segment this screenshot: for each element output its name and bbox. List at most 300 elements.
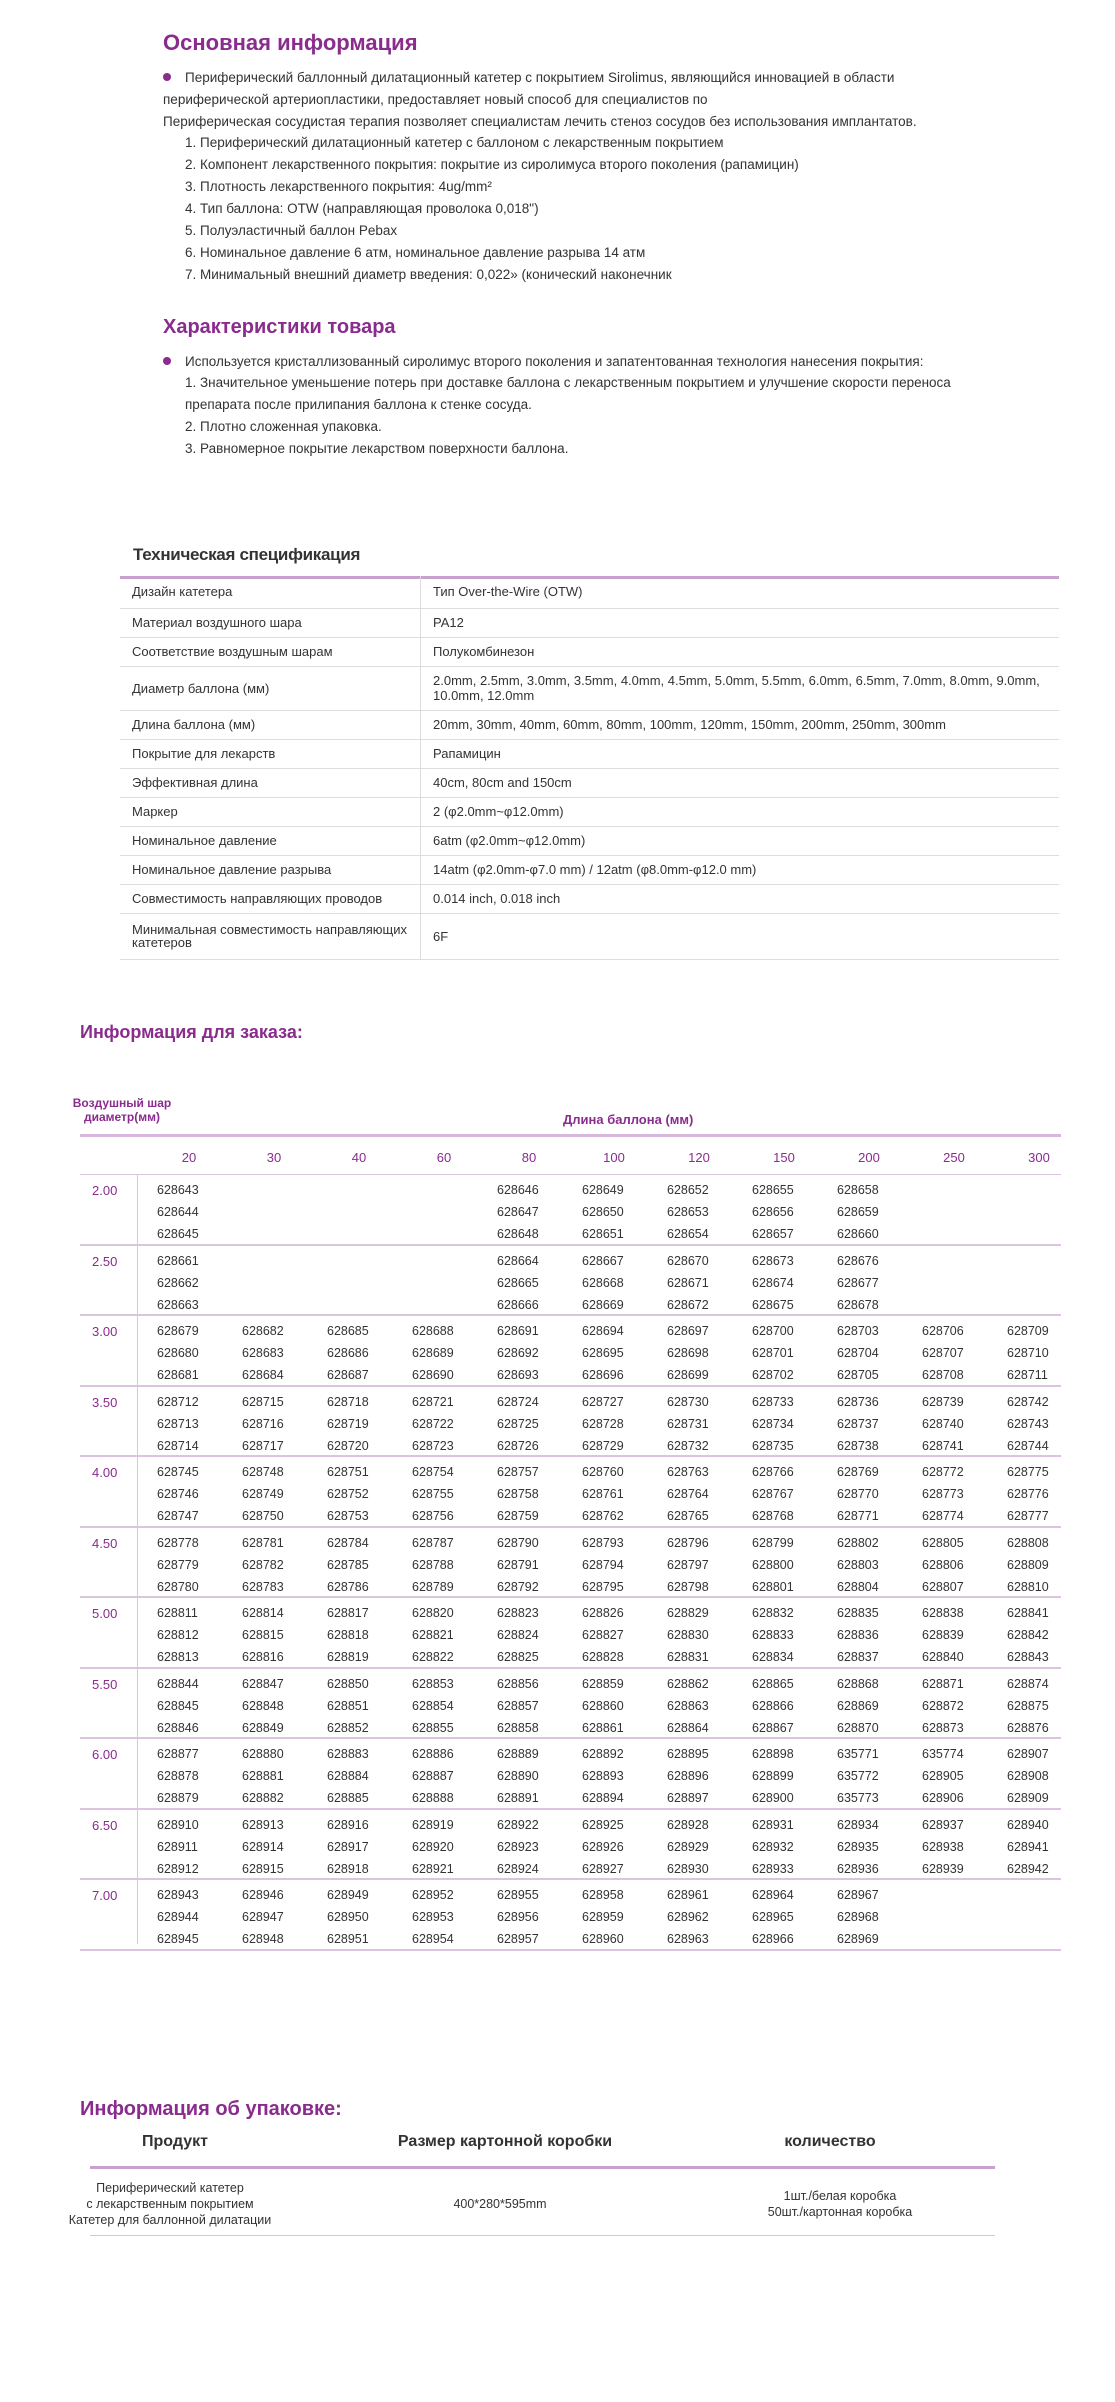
spec-table <box>120 576 1059 960</box>
order-code-cell: 628851 <box>327 1698 369 1713</box>
order-code-cell: 628757 <box>497 1465 539 1479</box>
order-code-cell: 628858 <box>497 1720 539 1735</box>
order-code-cell: 628671 <box>667 1275 709 1290</box>
spec-value: Рапамицин <box>421 739 1060 768</box>
order-code-cell: 628865 <box>752 1676 794 1691</box>
order-code-cell: 628863 <box>667 1698 709 1713</box>
spec-key: Совместимость направляющих проводов <box>120 884 421 913</box>
order-code-cell: 628718 <box>327 1394 369 1409</box>
order-code-cell: 628813 <box>157 1650 199 1664</box>
spec-row <box>120 739 1059 768</box>
diameter-group <box>80 1598 1061 1669</box>
length-header-250: 250 <box>943 1150 965 1165</box>
order-code-cell: 628915 <box>242 1861 284 1876</box>
order-code-cell: 628674 <box>752 1275 794 1290</box>
order-code-cell: 628771 <box>837 1509 879 1523</box>
intro-line-2: периферической артериопластики, предоставляет новый способ для специалистов по <box>163 92 708 107</box>
spec-value: PA12 <box>421 608 1060 637</box>
pack-product-line: Периферический катетер <box>96 2181 244 2195</box>
order-code-cell: 635772 <box>837 1769 879 1783</box>
order-code-cell: 628868 <box>837 1676 879 1691</box>
order-code-cell: 628698 <box>667 1346 709 1360</box>
order-code-cell: 628675 <box>752 1297 794 1312</box>
order-code-cell: 628777 <box>1007 1509 1049 1523</box>
order-code-cell: 628896 <box>667 1769 709 1783</box>
pack-head-qty: количество <box>784 2133 876 2150</box>
order-code-cell: 628882 <box>242 1791 284 1805</box>
order-code-cell: 628752 <box>327 1487 369 1501</box>
order-code-cell: 628872 <box>922 1698 964 1713</box>
order-code-cell: 628898 <box>752 1747 794 1761</box>
intro-line-1 <box>163 67 894 89</box>
length-header-120: 120 <box>688 1150 710 1165</box>
order-code-cell: 628766 <box>752 1465 794 1479</box>
order-code-cell: 628877 <box>157 1747 199 1761</box>
order-code-cell: 628667 <box>582 1253 624 1268</box>
order-code-cell: 628860 <box>582 1698 624 1713</box>
order-code-cell: 628672 <box>667 1297 709 1312</box>
order-code-cell: 628781 <box>242 1535 284 1550</box>
order-code-cell: 628928 <box>667 1817 709 1832</box>
order-code-cell: 628856 <box>497 1676 539 1691</box>
order-code-cell: 628854 <box>412 1698 454 1713</box>
order-code-cell: 628666 <box>497 1297 539 1312</box>
order-code-cell: 628670 <box>667 1253 709 1268</box>
intro-text-1: Периферический баллонный дилатационный катетер с покрытием Sirolimus, являющийся инновацией в области <box>185 70 895 85</box>
characteristic-item: 1. Значительное уменьшение потерь при доставке баллона с лекарственным покрытием и улучшение скорости переноса <box>185 375 951 390</box>
spec-value: 6atm (φ2.0mm~φ12.0mm) <box>421 826 1060 855</box>
order-code-cell: 628817 <box>327 1606 369 1620</box>
order-code-cell: 628935 <box>837 1839 879 1854</box>
order-code-cell: 628676 <box>837 1253 879 1268</box>
bullet-icon <box>163 357 171 365</box>
order-code-cell: 628769 <box>837 1465 879 1479</box>
order-code-cell: 628947 <box>242 1910 284 1924</box>
order-code-cell: 628653 <box>667 1205 709 1219</box>
order-code-cell: 628833 <box>752 1628 794 1642</box>
order-code-cell: 628795 <box>582 1579 624 1594</box>
order-code-cell: 628943 <box>157 1888 199 1902</box>
order-code-cell: 628680 <box>157 1346 199 1360</box>
order-code-cell: 628765 <box>667 1509 709 1523</box>
order-code-cell: 628852 <box>327 1720 369 1735</box>
pack-qty-cell <box>730 2188 950 2220</box>
order-code-cell: 628663 <box>157 1297 199 1312</box>
order-code-cell: 628963 <box>667 1932 709 1946</box>
order-code-cell: 628835 <box>837 1606 879 1620</box>
spec-key: Материал воздушного шара <box>120 608 421 637</box>
order-code-cell: 628705 <box>837 1368 879 1382</box>
order-code-cell: 628900 <box>752 1791 794 1805</box>
order-code-cell: 628706 <box>922 1324 964 1338</box>
order-code-cell: 628818 <box>327 1628 369 1642</box>
group-divider <box>80 1949 1061 1951</box>
order-code-cell: 628899 <box>752 1769 794 1783</box>
order-code-cell: 628707 <box>922 1346 964 1360</box>
pack-head-size: Размер картонной коробки <box>397 2133 613 2150</box>
order-code-cell: 628711 <box>1007 1368 1048 1382</box>
order-code-cell: 628690 <box>412 1368 454 1382</box>
length-header-300: 300 <box>1028 1150 1050 1165</box>
order-code-cell: 628926 <box>582 1839 624 1854</box>
order-code-cell: 628774 <box>922 1509 964 1523</box>
spec-key: Дизайн катетера <box>120 576 421 608</box>
order-code-cell: 628737 <box>837 1416 879 1431</box>
order-code-cell: 628726 <box>497 1438 539 1453</box>
order-code-cell: 628814 <box>242 1606 284 1620</box>
order-code-cell: 628753 <box>327 1509 369 1523</box>
intro-line-3: Периферическая сосудистая терапия позволяет специалистам лечить стеноз сосудов без использования имплантатов. <box>163 114 917 129</box>
order-code-cell: 628782 <box>242 1557 284 1572</box>
order-code-cell: 628785 <box>327 1557 369 1572</box>
diameter-label: 5.50 <box>92 1676 118 1692</box>
order-code-cell: 628876 <box>1007 1720 1049 1735</box>
order-code-cell: 628722 <box>412 1416 454 1431</box>
order-code-cell: 628767 <box>752 1487 794 1501</box>
order-code-cell: 628694 <box>582 1324 624 1338</box>
order-code-cell: 628794 <box>582 1557 624 1572</box>
order-code-cell: 628849 <box>242 1720 284 1735</box>
order-code-cell: 628922 <box>497 1817 539 1832</box>
length-header-100: 100 <box>603 1150 625 1165</box>
order-code-cell: 628786 <box>327 1579 369 1594</box>
length-header-40: 40 <box>351 1150 367 1165</box>
characteristic-item: 3. Равномерное покрытие лекарством поверхности баллона. <box>185 441 569 456</box>
order-code-cell: 628940 <box>1007 1817 1049 1832</box>
order-code-cell: 628685 <box>327 1324 369 1338</box>
order-code-cell: 628665 <box>497 1275 539 1290</box>
order-code-cell: 628686 <box>327 1346 369 1360</box>
order-code-cell: 628740 <box>922 1416 964 1431</box>
order-code-cell: 635774 <box>922 1747 964 1761</box>
order-code-cell: 628673 <box>752 1253 794 1268</box>
spec-key: Номинальное давление разрыва <box>120 855 421 884</box>
order-code-cell: 628648 <box>497 1227 539 1241</box>
order-code-cell: 628916 <box>327 1817 369 1832</box>
order-code-cell: 628845 <box>157 1698 199 1713</box>
spec-key: Маркер <box>120 797 421 826</box>
pack-head-product: Продукт <box>142 2133 208 2150</box>
order-code-cell: 628958 <box>582 1888 624 1902</box>
spec-value: 6F <box>421 913 1060 959</box>
order-code-cell: 628919 <box>412 1817 454 1832</box>
order-code-cell: 628695 <box>582 1346 624 1360</box>
order-code-cell: 628801 <box>752 1579 794 1594</box>
order-code-cell: 628768 <box>752 1509 794 1523</box>
spec-row <box>120 637 1059 666</box>
order-code-cell: 628952 <box>412 1888 454 1902</box>
order-code-cell: 628949 <box>327 1888 369 1902</box>
feature-item: 5. Полуэластичный баллон Pebax <box>185 223 398 238</box>
order-code-cell: 628873 <box>922 1720 964 1735</box>
order-code-cell: 628741 <box>922 1438 964 1453</box>
order-code-cell: 628783 <box>242 1579 284 1594</box>
order-code-cell: 628758 <box>497 1487 539 1501</box>
spec-value: 2 (φ2.0mm~φ12.0mm) <box>421 797 1060 826</box>
order-code-cell: 628677 <box>837 1275 879 1290</box>
spec-key: Покрытие для лекарств <box>120 739 421 768</box>
order-code-cell: 628847 <box>242 1676 284 1691</box>
order-code-cell: 628770 <box>837 1487 879 1501</box>
order-code-cell: 628967 <box>837 1888 879 1902</box>
order-code-cell: 628744 <box>1007 1438 1049 1453</box>
characteristics-lead <box>163 351 924 373</box>
order-code-cell: 628948 <box>242 1932 284 1946</box>
order-code-cell: 628651 <box>582 1227 624 1241</box>
order-code-cell: 628892 <box>582 1747 624 1761</box>
order-code-cell: 628853 <box>412 1676 454 1691</box>
order-code-cell: 628929 <box>667 1839 709 1854</box>
order-code-cell: 628912 <box>157 1861 199 1876</box>
length-header-80: 80 <box>521 1150 537 1165</box>
order-code-cell: 628841 <box>1007 1606 1049 1620</box>
order-code-cell: 628914 <box>242 1839 284 1854</box>
order-code-cell: 628823 <box>497 1606 539 1620</box>
pack-bottom-rule <box>90 2235 995 2236</box>
order-code-cell: 628830 <box>667 1628 709 1642</box>
order-code-cell: 628953 <box>412 1910 454 1924</box>
order-code-cell: 628834 <box>752 1650 794 1664</box>
length-header-200: 200 <box>858 1150 880 1165</box>
order-code-cell: 628924 <box>497 1861 539 1876</box>
order-code-cell: 628969 <box>837 1932 879 1946</box>
order-code-cell: 628807 <box>922 1579 964 1594</box>
feature-item: 1. Периферический дилатационный катетер с баллоном с лекарственным покрытием <box>185 135 724 150</box>
order-code-cell: 628808 <box>1007 1535 1049 1550</box>
order-code-cell: 628668 <box>582 1275 624 1290</box>
order-code-cell: 628692 <box>497 1346 539 1360</box>
order-code-cell: 628893 <box>582 1769 624 1783</box>
order-code-cell: 628679 <box>157 1324 199 1338</box>
order-code-cell: 628821 <box>412 1628 454 1642</box>
order-code-cell: 628709 <box>1007 1324 1049 1338</box>
feature-item: 7. Минимальный внешний диаметр введения: 0,022» (конический наконечник <box>185 267 672 282</box>
order-code-cell: 628857 <box>497 1698 539 1713</box>
feature-item: 4. Тип баллона: OTW (направляющая проволока 0,018") <box>185 201 539 216</box>
order-code-cell: 628772 <box>922 1465 964 1479</box>
order-code-cell: 628839 <box>922 1628 964 1642</box>
order-code-cell: 628775 <box>1007 1465 1049 1479</box>
order-code-cell: 628799 <box>752 1535 794 1550</box>
spec-row <box>120 826 1059 855</box>
pack-size-cell: 400*280*595mm <box>453 2197 547 2211</box>
length-header-150: 150 <box>773 1150 795 1165</box>
order-code-cell: 628723 <box>412 1438 454 1453</box>
order-code-cell: 628848 <box>242 1698 284 1713</box>
order-code-cell: 628645 <box>157 1227 199 1241</box>
feature-item: 3. Плотность лекарственного покрытия: 4ug/mm² <box>185 179 492 194</box>
order-code-cell: 628829 <box>667 1606 709 1620</box>
diameter-label: 3.00 <box>92 1324 118 1339</box>
order-code-cell: 628761 <box>582 1487 624 1501</box>
order-code-cell: 628887 <box>412 1769 454 1783</box>
order-code-cell: 628879 <box>157 1791 199 1805</box>
order-code-cell: 628788 <box>412 1557 454 1572</box>
order-code-cell: 628812 <box>157 1628 199 1642</box>
section-title-basic-info: Основная информация <box>163 30 418 55</box>
order-code-cell: 628918 <box>327 1861 369 1876</box>
order-code-cell: 628764 <box>667 1487 709 1501</box>
order-code-cell: 628714 <box>157 1438 199 1453</box>
order-code-cell: 628735 <box>752 1438 794 1453</box>
order-code-cell: 628749 <box>242 1487 284 1501</box>
order-code-cell: 628930 <box>667 1861 709 1876</box>
order-code-cell: 628956 <box>497 1910 539 1924</box>
order-code-cell: 628669 <box>582 1297 624 1312</box>
order-code-cell: 628657 <box>752 1227 794 1241</box>
spec-row <box>120 855 1059 884</box>
spec-row <box>120 608 1059 637</box>
order-code-cell: 628831 <box>667 1650 709 1664</box>
spec-row <box>120 913 1059 959</box>
order-code-cell: 628927 <box>582 1861 624 1876</box>
order-code-cell: 628747 <box>157 1509 199 1523</box>
order-code-cell: 628681 <box>157 1368 199 1382</box>
order-code-cell: 628883 <box>327 1747 369 1761</box>
order-code-cell: 628796 <box>667 1535 709 1550</box>
order-code-cell: 628871 <box>922 1676 964 1691</box>
order-code-cell: 628793 <box>582 1535 624 1550</box>
order-code-cell: 628884 <box>327 1769 369 1783</box>
order-code-cell: 628792 <box>497 1579 539 1594</box>
order-code-cell: 628941 <box>1007 1839 1049 1854</box>
spec-key: Диаметр баллона (мм) <box>120 666 421 710</box>
pack-qty-line: 1шт./белая коробка <box>783 2189 897 2203</box>
order-code-cell: 628897 <box>667 1791 709 1805</box>
length-header-20: 20 <box>181 1150 197 1165</box>
order-code-cell: 628733 <box>752 1394 794 1409</box>
pack-product-line: Катетер для баллонной дилатации <box>68 2213 272 2227</box>
order-code-cell: 628934 <box>837 1817 879 1832</box>
order-code-cell: 628932 <box>752 1839 794 1854</box>
order-code-cell: 628964 <box>752 1888 794 1902</box>
order-code-cell: 628938 <box>922 1839 964 1854</box>
order-code-cell: 628907 <box>1007 1747 1049 1761</box>
order-code-cell: 628826 <box>582 1606 624 1620</box>
diameter-label: 2.50 <box>92 1253 118 1269</box>
length-header-label: Длина баллона (мм) <box>563 1112 694 1127</box>
order-code-cell: 628644 <box>157 1205 199 1219</box>
order-code-cell: 628806 <box>922 1557 964 1572</box>
order-code-cell: 628850 <box>327 1676 369 1691</box>
order-code-cell: 628965 <box>752 1910 794 1924</box>
section-title-characteristics: Характеристики товара <box>163 316 396 338</box>
spec-row <box>120 666 1059 710</box>
order-code-cell: 628864 <box>667 1720 709 1735</box>
order-title: Информация для заказа: <box>80 1022 303 1042</box>
spec-value: 14atm (φ2.0mm-φ7.0 mm) / 12atm (φ8.0mm-φ12.0 mm) <box>421 855 1060 884</box>
order-code-cell: 628661 <box>157 1253 199 1268</box>
spec-value: 20mm, 30mm, 40mm, 60mm, 80mm, 100mm, 120mm, 150mm, 200mm, 250mm, 300mm <box>421 710 1060 739</box>
bullet-icon <box>163 73 171 81</box>
order-code-cell: 628748 <box>242 1465 284 1479</box>
order-code-cell: 628730 <box>667 1394 709 1409</box>
order-code-cell: 628959 <box>582 1910 624 1924</box>
packaging-title: Информация об упаковке: <box>80 2098 342 2120</box>
spec-key: Номинальное давление <box>120 826 421 855</box>
order-code-cell: 628842 <box>1007 1628 1049 1642</box>
order-code-cell: 628937 <box>922 1817 964 1832</box>
diameter-label: 6.00 <box>92 1747 118 1762</box>
order-code-cell: 628696 <box>582 1368 624 1382</box>
order-code-cell: 628805 <box>922 1535 964 1550</box>
order-code-cell: 628780 <box>157 1579 199 1594</box>
order-code-cell: 628719 <box>327 1416 369 1431</box>
order-code-cell: 628957 <box>497 1932 539 1946</box>
order-code-cell: 628832 <box>752 1606 794 1620</box>
order-code-cell: 628946 <box>242 1888 284 1902</box>
order-code-cell: 628798 <box>667 1579 709 1594</box>
order-code-cell: 628734 <box>752 1416 794 1431</box>
order-code-cell: 628755 <box>412 1487 454 1501</box>
order-code-cell: 628742 <box>1007 1394 1049 1409</box>
order-code-cell: 628656 <box>752 1205 794 1219</box>
feature-item: 6. Номинальное давление 6 атм, номинальное давление разрыва 14 атм <box>185 245 646 260</box>
order-code-cell: 628756 <box>412 1509 454 1523</box>
diameter-label: 3.50 <box>92 1394 118 1410</box>
order-code-cell: 628762 <box>582 1509 624 1523</box>
order-code-cell: 628732 <box>667 1438 709 1453</box>
pack-product-line: с лекарственным покрытием <box>86 2197 254 2211</box>
order-code-cell: 628655 <box>752 1183 794 1197</box>
feature-item: 2. Компонент лекарственного покрытия: покрытие из сиролимуса второго поколения (рапамицин) <box>185 157 799 172</box>
order-code-cell: 628895 <box>667 1747 709 1761</box>
order-code-cell: 628659 <box>837 1205 879 1219</box>
order-code-cell: 628886 <box>412 1747 454 1761</box>
order-code-cell: 635771 <box>837 1747 879 1761</box>
order-code-cell: 628869 <box>837 1698 879 1713</box>
pack-qty-line: 50шт./картонная коробка <box>767 2205 913 2219</box>
diameter-group <box>80 1175 1061 1246</box>
order-code-cell: 628942 <box>1007 1861 1049 1876</box>
order-code-cell: 628647 <box>497 1205 539 1219</box>
order-code-cell: 628654 <box>667 1227 709 1241</box>
order-code-cell: 628954 <box>412 1932 454 1946</box>
spec-value: Тип Over-the-Wire (OTW) <box>421 576 1060 608</box>
order-code-cell: 628717 <box>242 1438 284 1453</box>
order-code-cell: 628878 <box>157 1769 199 1783</box>
spec-key: Длина баллона (мм) <box>120 710 421 739</box>
order-code-cell: 628925 <box>582 1817 624 1832</box>
diameter-label: 2.00 <box>92 1183 118 1198</box>
order-code-cell: 628682 <box>242 1324 284 1338</box>
order-code-cell: 628819 <box>327 1650 369 1664</box>
order-code-cell: 628846 <box>157 1720 199 1735</box>
order-code-cell: 628704 <box>837 1346 879 1360</box>
order-code-cell: 628837 <box>837 1650 879 1664</box>
order-code-cell: 628738 <box>837 1438 879 1453</box>
order-code-cell: 628760 <box>582 1465 624 1479</box>
order-code-cell: 628840 <box>922 1650 964 1664</box>
order-code-cell: 628646 <box>497 1183 539 1197</box>
order-code-cell: 628889 <box>497 1747 539 1761</box>
order-code-cell: 628820 <box>412 1606 454 1620</box>
order-code-cell: 628687 <box>327 1368 369 1382</box>
order-code-cell: 628802 <box>837 1535 879 1550</box>
spec-value: 0.014 inch, 0.018 inch <box>421 884 1060 913</box>
order-code-cell: 628881 <box>242 1769 284 1783</box>
order-top-rule <box>80 1134 1061 1137</box>
order-code-cell: 628702 <box>752 1368 794 1382</box>
order-code-cell: 628906 <box>922 1791 964 1805</box>
order-code-cell: 628875 <box>1007 1698 1049 1713</box>
length-header-60: 60 <box>436 1150 452 1165</box>
order-code-cell: 628662 <box>157 1275 199 1290</box>
order-code-cell: 628701 <box>752 1346 794 1360</box>
order-code-cell: 628951 <box>327 1932 369 1946</box>
spec-key: Минимальная совместимость направляющих катетеров <box>120 913 421 959</box>
order-code-cell: 628909 <box>1007 1791 1049 1805</box>
